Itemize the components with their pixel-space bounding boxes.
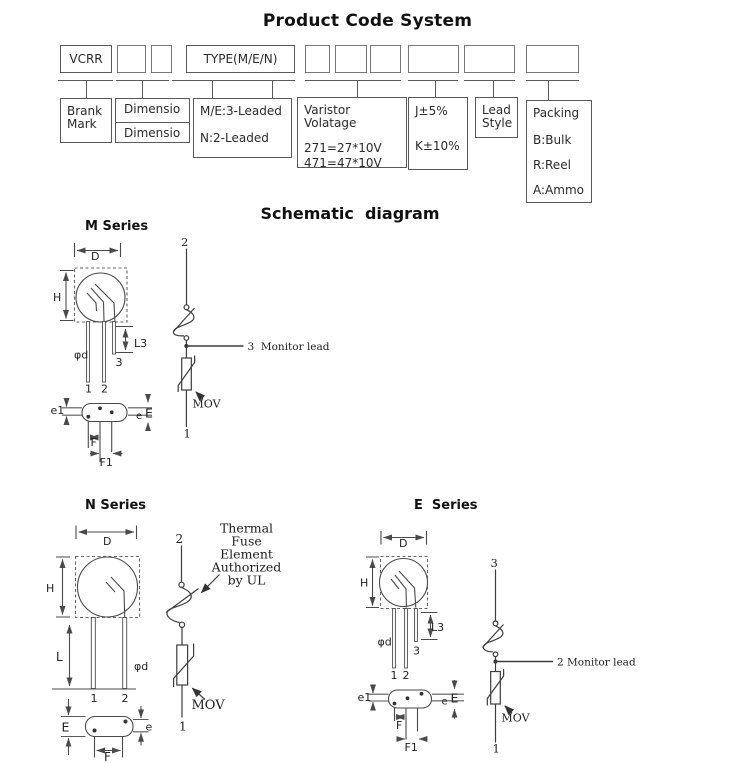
connector-dimension xyxy=(142,81,143,98)
m-series-footprint xyxy=(82,404,127,422)
page-title: Product Code System xyxy=(262,11,473,31)
n-series-leads xyxy=(91,618,126,689)
desc-brand-mark xyxy=(60,98,112,143)
connector-type-left xyxy=(212,81,213,98)
code-box-volt-3 xyxy=(370,45,401,73)
desc-lead-style xyxy=(475,97,518,138)
e-series-leads xyxy=(393,609,418,669)
connector-voltage xyxy=(357,81,358,97)
e-monitor-lead-label: 2 Monitor lead xyxy=(557,656,636,669)
desc-voltage-line2: 271=27*10V xyxy=(304,141,382,155)
underline-lead-style xyxy=(464,80,515,81)
m-dim-e: e xyxy=(136,411,143,422)
n-series-title: N Series xyxy=(85,498,147,513)
e-pin2-label: 2 xyxy=(402,669,410,682)
desc-voltage-line1: Varistor Volatage xyxy=(304,103,357,130)
n-dim-E: E xyxy=(61,719,70,735)
e-dim-F: F xyxy=(396,719,403,732)
n-dim-D: D xyxy=(103,535,112,548)
e-dim-e: e xyxy=(441,696,448,708)
m-dim-E: E xyxy=(145,405,153,421)
n-dim-L: L xyxy=(56,650,63,664)
n-dim-phid: φd xyxy=(134,660,149,673)
n-dim-F: F xyxy=(104,750,111,763)
m-dim-H: H xyxy=(53,291,62,304)
m-series-diagram xyxy=(40,215,345,477)
desc-type xyxy=(193,98,292,158)
e-terminal-1: 1 xyxy=(492,741,500,756)
e-terminal-3: 3 xyxy=(490,556,498,570)
n-dim-e: e xyxy=(145,720,153,734)
note-line-3: Element xyxy=(220,546,273,562)
n-terminal-1: 1 xyxy=(179,719,187,734)
fuse-symbol xyxy=(173,310,194,336)
m-dim-F1: F1 xyxy=(99,456,113,469)
desc-brand-line2: Mark xyxy=(67,117,97,131)
n-mov-label: MOV xyxy=(191,698,225,713)
m-series-title: M Series xyxy=(85,219,149,234)
m-dim-phid: φd xyxy=(74,348,89,362)
e-series-diagram xyxy=(350,490,640,763)
connector-lead-style xyxy=(493,81,494,97)
desc-type-line2: N:2-Leaded xyxy=(200,131,269,145)
e-dim-e1: e1 xyxy=(357,691,372,704)
code-box-packing xyxy=(526,45,579,73)
code-box-lead-style xyxy=(464,45,515,73)
m-dim-L3: L3 xyxy=(134,337,148,350)
code-box-volt-1 xyxy=(305,45,330,73)
connector-tolerance xyxy=(435,81,436,97)
e-dim-E: E xyxy=(450,690,459,706)
fuse-pointer-arrow xyxy=(202,575,220,593)
n-pin1-label: 1 xyxy=(90,692,98,705)
e-series-title: E Series xyxy=(414,498,478,513)
desc-voltage-line3: 471=47*10V xyxy=(304,156,382,170)
desc-voltage xyxy=(297,97,407,168)
code-box-volt-2 xyxy=(335,45,367,73)
underline-voltage xyxy=(305,80,401,81)
connector-packing xyxy=(548,81,549,100)
m-terminal-1: 1 xyxy=(183,426,191,441)
desc-dimension xyxy=(115,98,190,143)
e-mov-label: MOV xyxy=(501,711,530,725)
code-box-type: TYPE(M/E/N) xyxy=(186,45,295,73)
desc-packing-line4: A:Ammo xyxy=(533,183,584,197)
fuse-symbol xyxy=(483,626,503,652)
e-dim-H: H xyxy=(360,576,369,590)
desc-type-line1: M/E:3-Leaded xyxy=(200,104,282,118)
m-monitor-lead-label: 3 Monitor lead xyxy=(247,341,330,353)
e-pin3-label: 3 xyxy=(413,644,420,658)
n-terminal-2: 2 xyxy=(175,532,184,546)
thermal-fuse-symbol xyxy=(167,588,191,623)
desc-packing xyxy=(526,100,592,203)
connector-prefix xyxy=(86,81,87,98)
note-line-1: Thermal xyxy=(219,520,274,536)
note-line-2: Fuse xyxy=(231,533,262,549)
code-box-dim-2 xyxy=(151,45,172,73)
thermal-fuse-note xyxy=(211,521,282,588)
desc-brand-line1: Brank xyxy=(67,104,103,118)
schematic-title: Schematic diagram xyxy=(260,204,440,223)
desc-packing-line3: R:Reel xyxy=(533,158,571,172)
code-box-dim-1 xyxy=(117,45,146,73)
m-terminal-2: 2 xyxy=(181,235,189,249)
n-dim-H: H xyxy=(46,582,55,595)
e-dim-D: D xyxy=(399,537,408,550)
e-dim-phid: φd xyxy=(377,635,392,649)
e-dim-L3: L3 xyxy=(431,621,445,634)
m-pin3-label: 3 xyxy=(115,356,123,369)
desc-packing-line2: B:Bulk xyxy=(533,133,572,147)
e-pin1-label: 1 xyxy=(390,669,398,682)
n-series-diagram xyxy=(30,490,340,763)
desc-lead-style-line2: Style xyxy=(482,116,513,130)
m-pin2-label: 2 xyxy=(101,382,108,396)
e-dim-F1: F1 xyxy=(404,741,418,754)
desc-tolerance-line1: J±5% xyxy=(415,104,448,118)
desc-tolerance-line2: K±10% xyxy=(415,139,460,153)
m-series-leads xyxy=(87,322,116,383)
underline-packing xyxy=(526,80,579,81)
m-dim-e1: e1 xyxy=(50,404,65,417)
desc-dimension-cell1: Dimensio xyxy=(124,102,181,116)
underline-type xyxy=(172,80,295,81)
m-pin1-label: 1 xyxy=(85,382,92,396)
m-dim-F: F xyxy=(90,436,97,449)
m-mov-label: MOV xyxy=(192,397,221,411)
n-series-footprint xyxy=(86,717,134,737)
n-pin2-label: 2 xyxy=(121,692,129,705)
note-line-4: Authorized xyxy=(211,559,282,575)
code-box-tolerance xyxy=(408,45,459,73)
code-box-prefix: VCRR xyxy=(60,45,112,73)
desc-tolerance xyxy=(408,97,468,170)
desc-lead-style-line1: Lead xyxy=(482,103,511,117)
underline-tolerance xyxy=(408,80,458,81)
m-dim-D: D xyxy=(91,250,100,263)
desc-dimension-cell2: Dimensio xyxy=(116,122,189,145)
connector-type-right xyxy=(272,81,273,98)
desc-packing-line1: Packing xyxy=(533,106,580,120)
note-line-5: by UL xyxy=(227,572,266,588)
